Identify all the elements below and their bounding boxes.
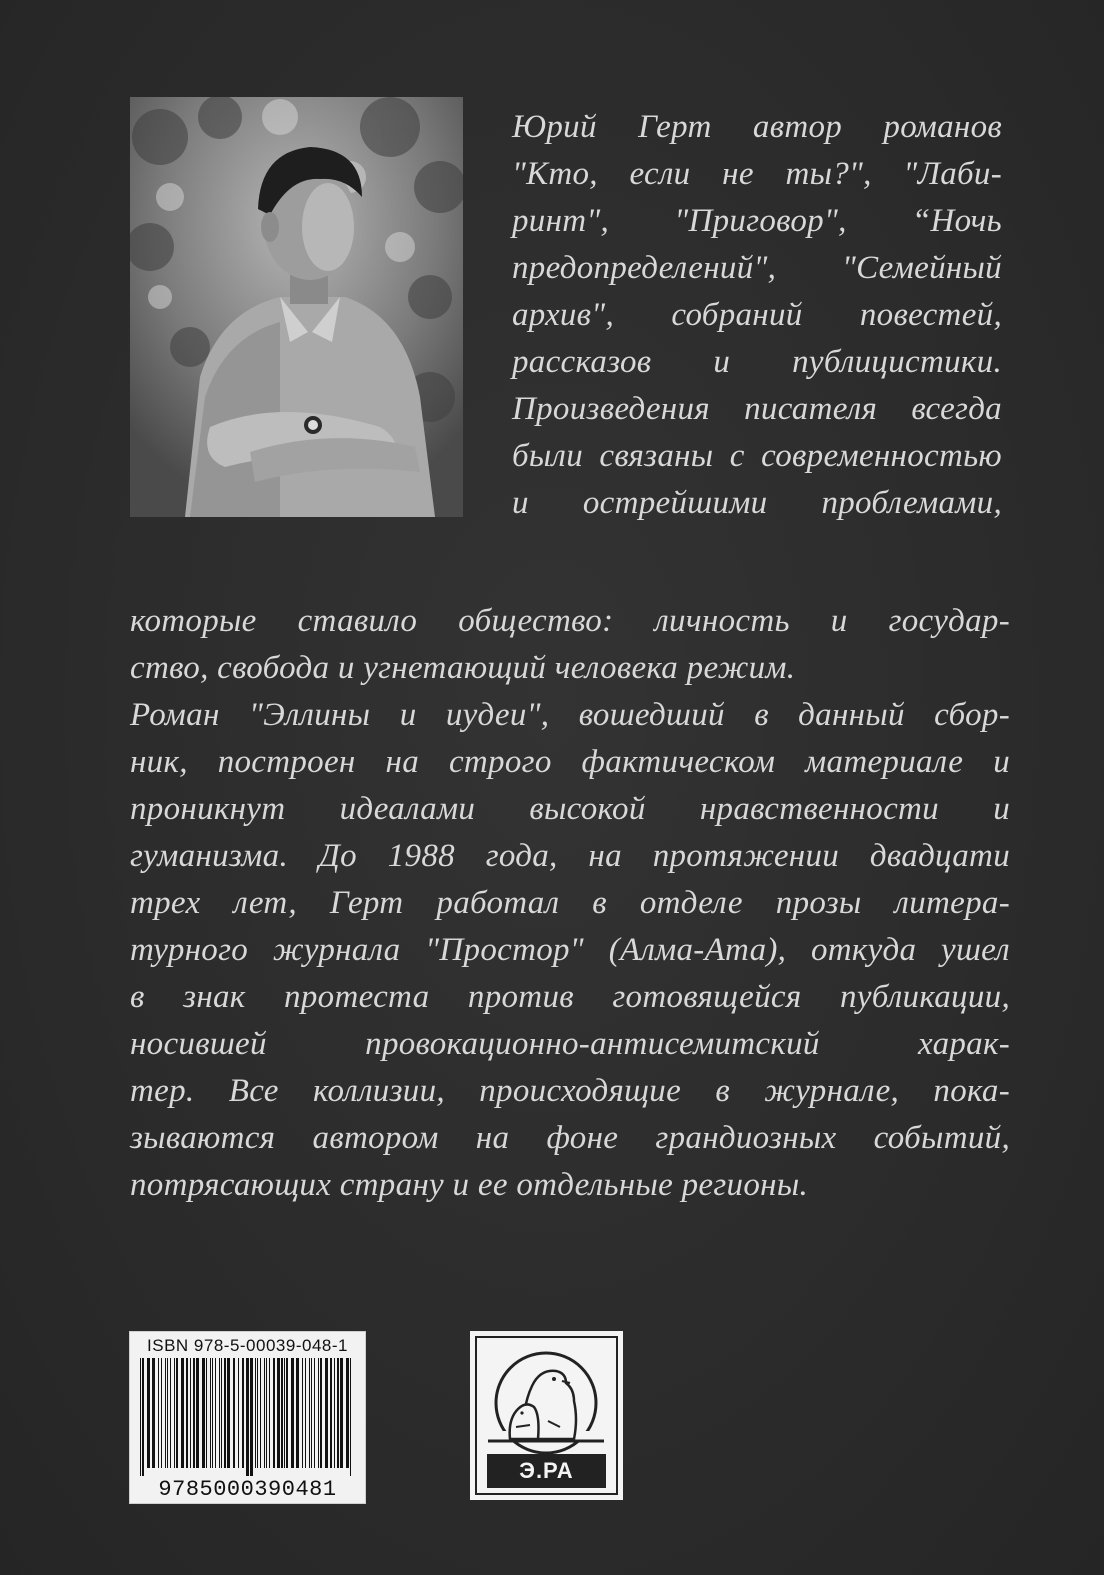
- barcode-bar: [140, 1358, 141, 1476]
- bio-line: Произведения писателя всегда: [512, 391, 1002, 427]
- author-bio-intro: [512, 104, 1002, 527]
- bio-line: ринт", "Приговор", “Ночь: [512, 203, 1002, 239]
- description-line: потрясающих страну и ее отдельные регионы.: [130, 1167, 809, 1203]
- publisher-logo: [470, 1331, 623, 1500]
- barcode-bar: [346, 1358, 349, 1468]
- description-line: тер. Все коллизии, происходящие в журнале, пока-: [130, 1073, 1010, 1109]
- bio-line: были связаны с современностью: [512, 438, 1002, 474]
- barcode-bar: [266, 1358, 267, 1468]
- bio-line: рассказов и публицистики.: [512, 344, 1002, 380]
- author-portrait: [130, 97, 463, 517]
- barcode-bar: [152, 1358, 155, 1468]
- barcode-bar: [330, 1358, 332, 1468]
- bio-line: и острейшими проблемами,: [512, 485, 1002, 521]
- barcode-digits: 9785000390481: [158, 1477, 337, 1502]
- barcode-bar: [242, 1358, 244, 1468]
- author-photo: [130, 97, 463, 517]
- barcode-bar: [233, 1358, 235, 1468]
- barcode-bar: [215, 1358, 216, 1468]
- barcode-bar: [147, 1358, 150, 1468]
- barcode-bar: [277, 1358, 280, 1468]
- barcode-bar: [142, 1358, 144, 1476]
- isbn-label: ISBN 978-5-00039-048-1: [147, 1336, 348, 1355]
- description-line: зываются автором на фоне грандиозных событий,: [130, 1120, 1010, 1156]
- barcode-bar: [286, 1358, 288, 1468]
- barcode-bar: [264, 1358, 265, 1468]
- barcode-bar: [260, 1358, 261, 1468]
- barcode-bar: [273, 1358, 275, 1468]
- barcode-bar: [318, 1358, 319, 1468]
- description-line: трех лет, Герт работал в отделе прозы литера-: [130, 885, 1010, 921]
- barcode-bar: [167, 1358, 168, 1468]
- barcode-bar: [250, 1358, 253, 1476]
- description-line: ник, построен на строго фактическом материале и: [130, 744, 1010, 780]
- publisher-name: Э.РА: [487, 1454, 606, 1488]
- barcode-bar: [334, 1358, 335, 1468]
- barcode-bar: [246, 1358, 249, 1476]
- barcode-bar: [309, 1358, 310, 1468]
- bio-line: архив", собраний повестей,: [512, 297, 1002, 333]
- description-line: проникнут идеалами высокой нравственности и: [130, 791, 1010, 827]
- barcode-bar: [337, 1358, 339, 1468]
- description-line: в знак протеста против готовящейся публикации,: [130, 979, 1010, 1015]
- barcode-bar: [186, 1358, 188, 1468]
- barcode-bar: [305, 1358, 306, 1468]
- barcode-bar: [257, 1358, 258, 1468]
- barcode-bar: [302, 1358, 303, 1468]
- description-line: турного журнала "Простор" (Алма-Ата), откуда ушел: [130, 932, 1010, 968]
- barcode-bar: [311, 1358, 312, 1468]
- barcode-bar: [206, 1358, 207, 1468]
- barcode-bars: [138, 1358, 357, 1478]
- description-line: гуманизма. До 1988 года, на протяжении двадцати: [130, 838, 1010, 874]
- barcode-bar: [158, 1358, 159, 1468]
- barcode-bar: [227, 1358, 230, 1468]
- barcode-bar: [210, 1358, 211, 1468]
- barcode-bar: [314, 1358, 315, 1468]
- description-line: которые ставило общество: личность и государ-: [130, 603, 1010, 639]
- barcode-bar: [320, 1358, 322, 1468]
- barcode-bar: [221, 1358, 222, 1468]
- barcode-bar: [350, 1358, 351, 1476]
- barcode-bar: [296, 1358, 299, 1468]
- description-line: ство, свобода и угнетающий человека режим.: [130, 650, 796, 686]
- barcode-bar: [174, 1358, 175, 1468]
- barcode-bar: [284, 1358, 285, 1468]
- barcode-bar: [255, 1358, 256, 1468]
- barcode-bar: [190, 1358, 191, 1468]
- barcode-bar: [181, 1358, 184, 1468]
- barcode-bar: [193, 1358, 195, 1468]
- barcode-bar: [219, 1358, 220, 1468]
- barcode-bar: [212, 1358, 213, 1468]
- bio-line: Юрий Герт автор романов: [512, 109, 1002, 145]
- barcode-bar: [165, 1358, 166, 1468]
- barcode-bar: [170, 1358, 171, 1468]
- barcode-bar: [161, 1358, 162, 1468]
- barcode-bar: [202, 1358, 205, 1468]
- bio-line: "Кто, если не ты?", "Лаби-: [512, 156, 1002, 192]
- isbn-barcode: [129, 1331, 366, 1504]
- description-line: Роман "Эллины и иудеи", вошедший в данный сбор-: [130, 697, 1010, 733]
- book-description: [130, 598, 1010, 1209]
- barcode-bar: [340, 1358, 343, 1468]
- bio-line: предопределений", "Семейный: [512, 250, 1002, 286]
- barcode-bar: [291, 1358, 294, 1468]
- barcode-bar: [176, 1358, 178, 1468]
- description-line: носившей провокационно-антисемитский харак-: [130, 1026, 1010, 1062]
- barcode-bar: [224, 1358, 226, 1468]
- barcode-bar: [238, 1358, 239, 1468]
- barcode-bar: [196, 1358, 199, 1468]
- barcode-bar: [325, 1358, 328, 1468]
- barcode-bar: [269, 1358, 270, 1468]
- barcode-bar: [281, 1358, 283, 1468]
